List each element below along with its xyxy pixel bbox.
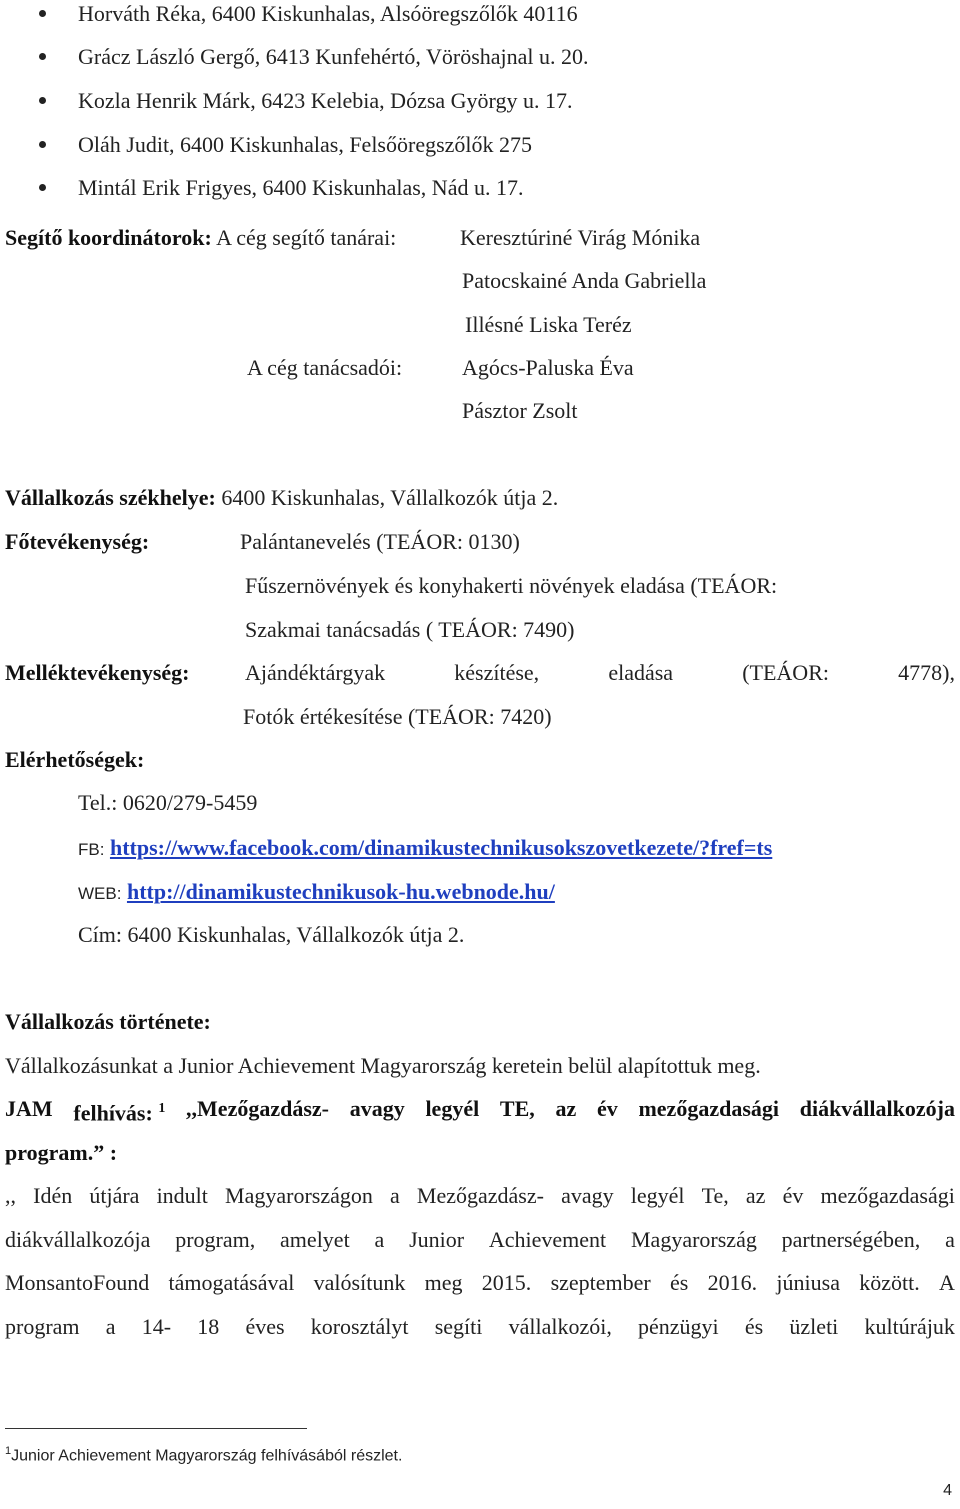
seat-row <box>5 484 558 512</box>
teacher-name: Patocskainé Anda Gabriella <box>462 268 707 293</box>
footnote-number: 1 <box>5 1445 12 1457</box>
word: legyél <box>425 1096 480 1121</box>
word: 2015. <box>481 1270 532 1295</box>
word: a <box>945 1227 955 1252</box>
word: meg <box>424 1270 463 1295</box>
word: útjára <box>89 1183 140 1208</box>
word: legyél <box>630 1183 685 1208</box>
bullet-icon <box>39 97 46 104</box>
facebook-link[interactable]: https://www.facebook.com/dinamikustechnikusokszovetkezete/?fref=ts <box>109 835 773 860</box>
word: indult <box>156 1183 208 1208</box>
teachers-label: A cég segítő tanárai: <box>216 225 397 250</box>
word: a <box>390 1183 400 1208</box>
history-title: Vállalkozás története: <box>5 1009 211 1034</box>
paragraph-line <box>5 1182 955 1210</box>
word: JAM <box>5 1096 53 1121</box>
word: korosztályt <box>310 1314 409 1339</box>
address: Cím: 6400 Kiskunhalas, Vállalkozók útja 2. <box>78 922 465 947</box>
word: segíti <box>434 1314 483 1339</box>
word: támogatásával <box>168 1270 295 1295</box>
word: a <box>105 1314 116 1339</box>
footnote-mark: 1 <box>158 1101 166 1116</box>
side-activity-item: Fotók értékesítése (TEÁOR: 7420) <box>243 704 552 729</box>
bullet-icon <box>39 141 46 148</box>
word: 18 <box>197 1314 220 1339</box>
word: között. <box>859 1270 920 1295</box>
word: Te, <box>701 1183 729 1208</box>
footnote-text: Junior Achievement Magyarország felhívásából részlet. <box>11 1447 403 1465</box>
main-activity-label: Főtevékenység: <box>5 529 150 554</box>
web-label: WEB: <box>78 884 122 903</box>
word: Junior <box>409 1227 465 1252</box>
member-item: Kozla Henrik Márk, 6423 Kelebia, Dózsa György u. 17. <box>78 88 573 113</box>
word: kultúrájuk <box>864 1314 955 1339</box>
contacts-label: Elérhetőségek: <box>5 747 145 772</box>
word: diákvállalkozója <box>5 1227 151 1252</box>
word: ,, <box>5 1183 16 1208</box>
word: készítése, <box>454 660 540 685</box>
member-item: Oláh Judit, 6400 Kiskunhalas, Felsőöregszőlők 275 <box>78 132 533 157</box>
phone-number: Tel.: 0620/279-5459 <box>78 790 258 815</box>
footnote <box>5 1440 402 1467</box>
word: amelyet <box>280 1227 350 1252</box>
bullet-icon <box>39 53 46 60</box>
paragraph-line <box>5 1269 955 1297</box>
word: éves <box>245 1314 285 1339</box>
word: diákvállalkozója <box>799 1096 955 1121</box>
word: A <box>939 1270 955 1295</box>
coordinators-row <box>5 224 396 252</box>
word: üzleti <box>789 1314 839 1339</box>
word: és <box>744 1314 764 1339</box>
facebook-row <box>78 834 772 864</box>
word: pénzügyi <box>638 1314 719 1339</box>
word: felhívás: $^1$ <box>73 1100 166 1126</box>
word: Achievement <box>488 1227 607 1252</box>
main-activity-item: Szakmai tanácsadás ( TEÁOR: 7490) <box>245 617 575 642</box>
word: júniusa <box>776 1270 840 1295</box>
word: program, <box>175 1227 256 1252</box>
word: szeptember <box>550 1270 651 1295</box>
web-link[interactable]: http://dinamikustechnikusok-hu.webnode.hu/ <box>126 879 555 904</box>
word: vállalkozói, <box>508 1314 612 1339</box>
seat-label: Vállalkozás székhelye: <box>5 485 216 510</box>
word: mezőgazdasági <box>638 1096 779 1121</box>
word: és <box>670 1270 689 1295</box>
teacher-name: Illésné Liska Teréz <box>465 312 632 337</box>
page-number: 4 <box>943 1482 952 1499</box>
footnote-divider <box>5 1428 307 1429</box>
word: partnerségében, <box>781 1227 921 1252</box>
word: eladása <box>608 660 674 685</box>
advisor-name: Pásztor Zsolt <box>462 398 578 423</box>
paragraph-line <box>5 1226 955 1254</box>
word: program <box>5 1314 80 1339</box>
word: a <box>374 1227 385 1252</box>
web-row <box>78 878 555 908</box>
word: mezőgazdasági <box>820 1183 955 1208</box>
teacher-name: Keresztúriné Virág Mónika <box>460 225 701 250</box>
member-item: Grácz László Gergő, 6413 Kunfehértó, Vöröshajnal u. 20. <box>78 44 589 69</box>
word: TE, <box>499 1096 535 1121</box>
word: 14- <box>141 1314 172 1339</box>
advisor-name: Agócs-Paluska Éva <box>462 355 634 380</box>
coordinators-label: Segítő koordinátorok: <box>5 225 212 250</box>
member-item: Mintál Erik Frigyes, 6400 Kiskunhalas, Nád u. 17. <box>78 175 524 200</box>
bullet-icon <box>39 10 46 17</box>
jam-line-end: program.” : <box>5 1140 118 1165</box>
paragraph-line <box>5 1313 955 1341</box>
main-activity-item: Fűszernövények és konyhakerti növények eladása (TEÁOR: <box>245 573 778 598</box>
word: valósítunk <box>313 1270 406 1295</box>
facebook-label: FB: <box>78 840 105 859</box>
side-activity-label: Melléktevékenység: <box>5 660 190 685</box>
word: Magyarország <box>631 1227 757 1252</box>
history-intro: Vállalkozásunkat a Junior Achievement Magyarország keretein belül alapítottuk meg. <box>5 1053 761 1078</box>
word: az <box>555 1096 577 1121</box>
word: az <box>745 1183 766 1208</box>
word: Idén <box>33 1183 73 1208</box>
word: év <box>596 1096 618 1121</box>
word: MonsantoFound <box>5 1270 150 1295</box>
word: 2016. <box>707 1270 758 1295</box>
word: 4778), <box>898 660 955 685</box>
word: avagy <box>349 1096 405 1121</box>
seat-value: 6400 Kiskunhalas, Vállalkozók útja 2. <box>221 485 559 510</box>
word: év <box>782 1183 804 1208</box>
side-activity-line <box>245 659 955 687</box>
word: avagy <box>561 1183 614 1208</box>
word: Ajándéktárgyak <box>245 660 386 685</box>
advisors-label: A cég tanácsadói: <box>247 355 403 380</box>
main-activity-item: Palántanevelés (TEÁOR: 0130) <box>240 529 520 554</box>
member-item: Horváth Réka, 6400 Kiskunhalas, Alsóöregszőlők 40116 <box>78 1 578 26</box>
jam-line <box>5 1095 955 1127</box>
word: Mezőgazdász- <box>416 1183 544 1208</box>
word: Magyarországon <box>225 1183 373 1208</box>
word: ,,Mezőgazdász- <box>186 1096 329 1121</box>
word: (TEÁOR: <box>742 660 829 685</box>
bullet-icon <box>39 184 46 191</box>
